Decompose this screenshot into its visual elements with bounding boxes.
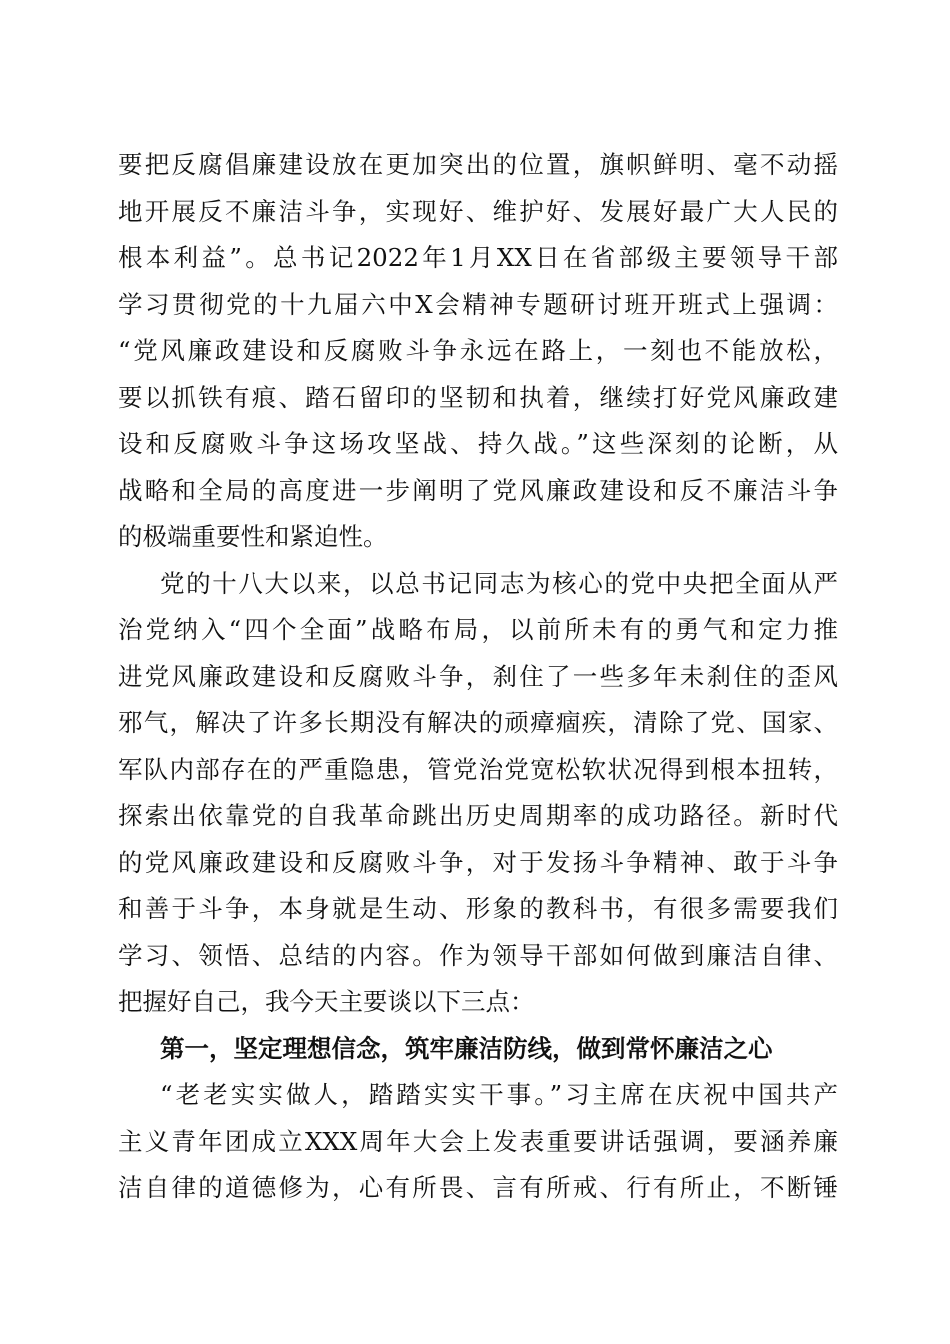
paragraph-line: 学习贯彻党的十九届六中X会精神专题研讨班开班式上强调：: [118, 289, 838, 319]
paragraph-line: 设和反腐败斗争这场攻坚战、持久战。”这些深刻的论断，从: [118, 429, 838, 458]
paragraph-line: 根本利益”。总书记2022年1月XX日在省部级主要领导干部: [118, 243, 838, 272]
paragraph-line: 治党纳入“四个全面”战略布局，以前所未有的勇气和定力推: [118, 615, 838, 644]
paragraph-line: 把握好自己，我今天主要谈以下三点：: [118, 987, 535, 1016]
paragraph-line: 和善于斗争，本身就是生动、形象的教科书，有很多需要我们: [118, 894, 838, 923]
paragraph-line: 邪气，解决了许多长期没有解决的顽瘴痼疾，清除了党、国家、: [118, 708, 838, 737]
paragraph-line: 党的十八大以来，以总书记同志为核心的党中央把全面从严: [160, 568, 838, 598]
paragraph-line: 要把反腐倡廉建设放在更加突出的位置，旗帜鲜明、毫不动摇: [118, 150, 838, 179]
paragraph-line: 战略和全局的高度进一步阐明了党风廉政建设和反不廉洁斗争: [118, 475, 838, 505]
section-heading: 第一，坚定理想信念，筑牢廉洁防线，做到常怀廉洁之心: [160, 1033, 773, 1063]
paragraph-2: [118, 561, 838, 1026]
paragraph-line: 进党风廉政建设和反腐败斗争，刹住了一些多年未刹住的歪风: [118, 661, 838, 691]
paragraph-line: “老老实实做人，踏踏实实干事。”习主席在庆祝中国共产: [160, 1080, 838, 1109]
paragraph-line: 的极端重要性和紧迫性。: [118, 522, 388, 551]
paragraph-line: 洁自律的道德修为，心有所畏、言有所戒、行有所止，不断锤: [118, 1173, 838, 1202]
paragraph-line: 军队内部存在的严重隐患，管党治党宽松软状况得到根本扭转，: [118, 754, 838, 784]
paragraph-line: 的党风廉政建设和反腐败斗争，对于发扬斗争精神、敢于斗争: [118, 847, 838, 877]
paragraph-line: 学习、领悟、总结的内容。作为领导干部如何做到廉洁自律、: [118, 940, 838, 970]
paragraph-line: 要以抓铁有痕、踏石留印的坚韧和执着，继续打好党风廉政建: [118, 382, 838, 412]
paragraph-1: [118, 142, 838, 561]
paragraph-line: 地开展反不廉洁斗争，实现好、维护好、发展好最广大人民的: [118, 196, 838, 226]
paragraph-line: “党风廉政建设和反腐败斗争永远在路上，一刻也不能放松，: [118, 336, 838, 365]
paragraph-line: 主义青年团成立XXX周年大会上发表重要讲话强调，要涵养廉: [118, 1126, 838, 1156]
document-body: [118, 142, 838, 1212]
paragraph-line: 探索出依靠党的自我革命跳出历史周期率的成功路径。新时代: [118, 801, 838, 830]
paragraph-3: [118, 1072, 838, 1212]
